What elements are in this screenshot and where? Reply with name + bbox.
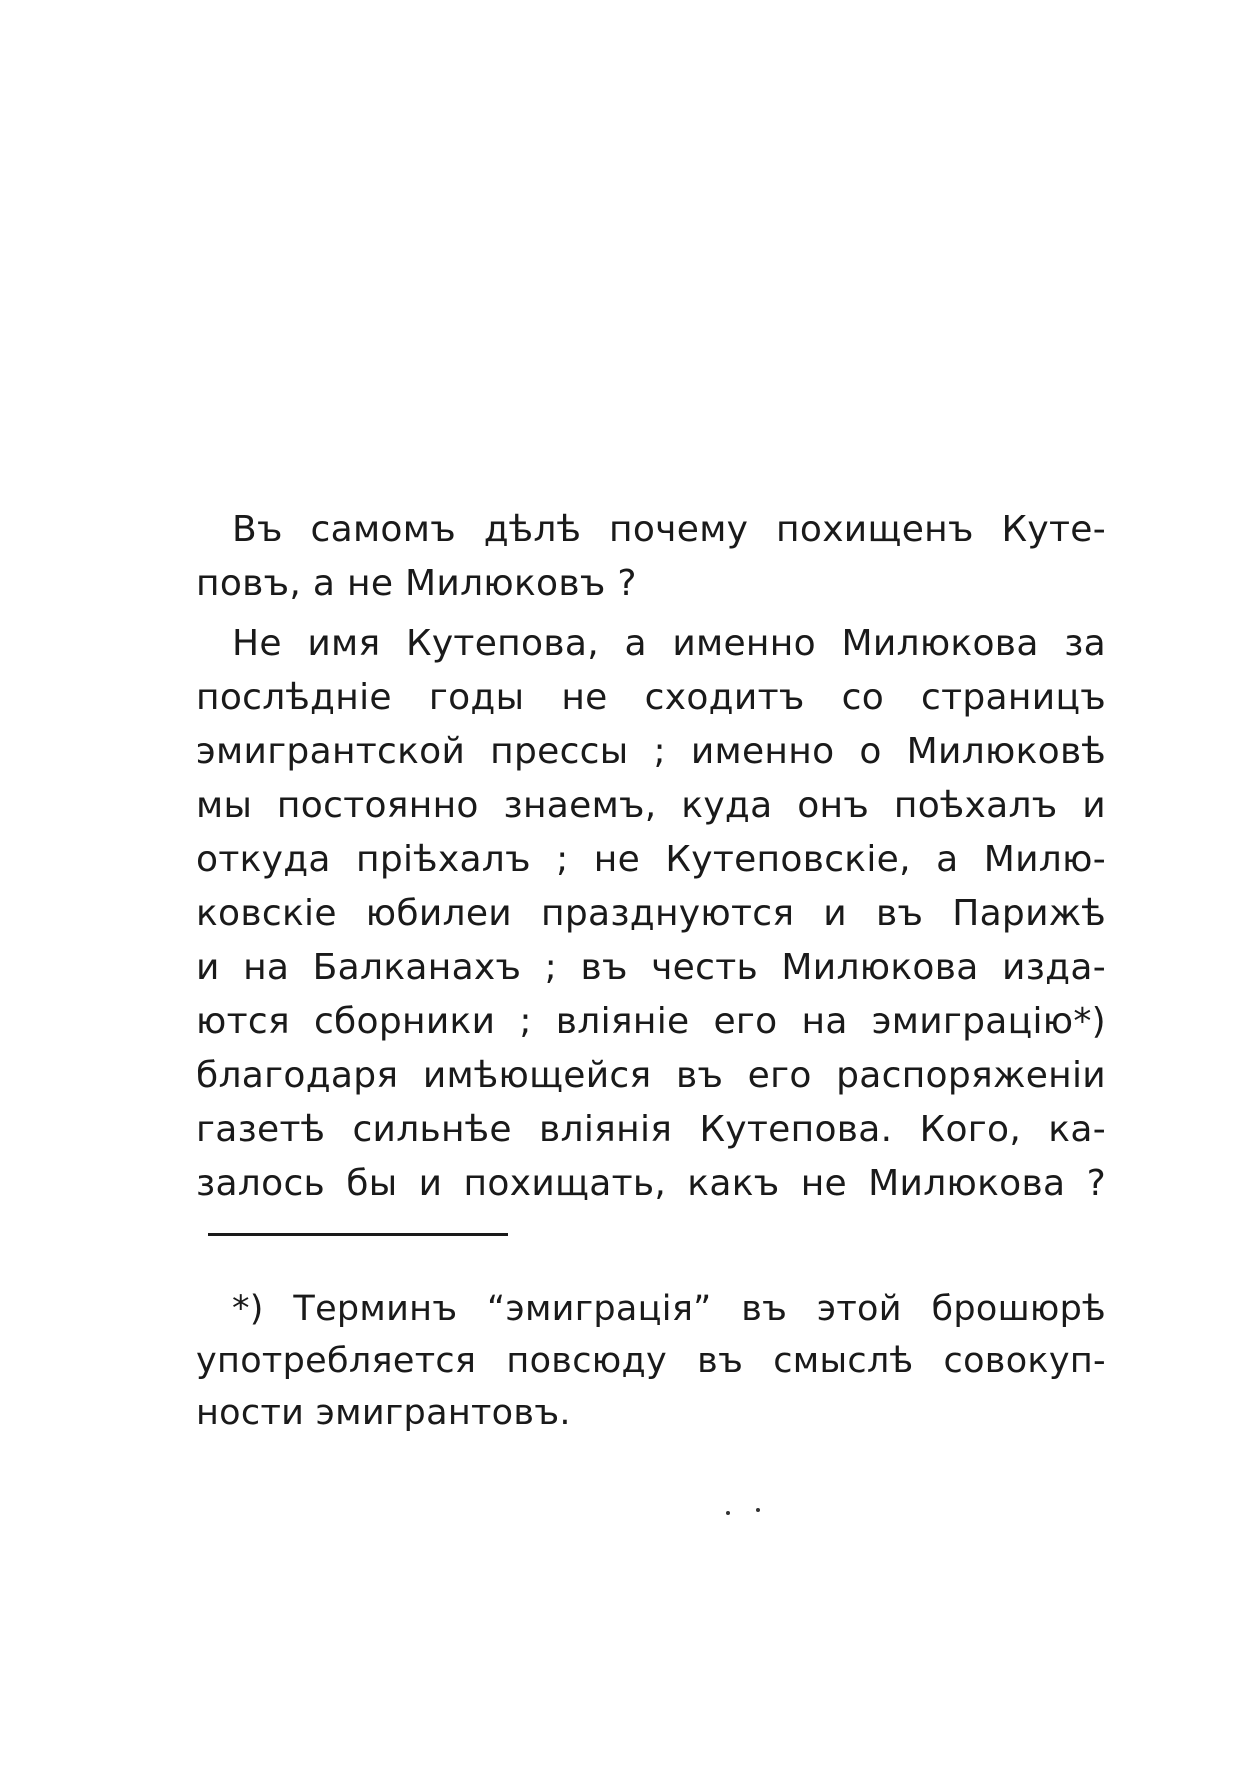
text-line: Не имя Кутепова, а именно Милюкова за bbox=[232, 623, 1106, 664]
footnote-line: употребляется повсюду въ смыслѣ совокуп- bbox=[196, 1341, 1106, 1381]
text-line: Въ самомъ дѣлѣ почему похищенъ Куте- bbox=[232, 509, 1106, 550]
text-line: ются сборники ; вліяніе его на эмиграцію*) bbox=[196, 1001, 1106, 1042]
footnote-divider bbox=[208, 1233, 508, 1236]
speck bbox=[726, 1511, 730, 1515]
text-line: ковскіе юбилеи празднуются и въ Парижѣ bbox=[196, 893, 1106, 934]
text-line: откуда пріѣхалъ ; не Кутеповскіе, а Милю- bbox=[196, 839, 1106, 880]
text-line: повъ, а не Милюковъ ? bbox=[196, 563, 637, 604]
text-line: мы постоянно знаемъ, куда онъ поѣхалъ и bbox=[196, 785, 1106, 826]
speck bbox=[756, 1508, 760, 1512]
text-line: и на Балканахъ ; въ честь Милюкова изда- bbox=[196, 947, 1106, 988]
text-line: послѣдніе годы не сходитъ со страницъ bbox=[196, 677, 1106, 718]
text-line: залось бы и похищать, какъ не Милюкова ? bbox=[196, 1163, 1106, 1204]
paragraph-2 bbox=[196, 617, 1106, 1211]
footnote-line: *) Терминъ “эмиграція” въ этой брошюрѣ bbox=[232, 1289, 1106, 1329]
paragraph-1 bbox=[196, 503, 1106, 611]
footnote-line: ности эмигрантовъ. bbox=[196, 1393, 571, 1433]
text-line: эмигрантской прессы ; именно о Милюковѣ bbox=[196, 731, 1106, 772]
text-line: газетѣ сильнѣе вліянія Кутепова. Кого, ка- bbox=[196, 1109, 1106, 1150]
main-text bbox=[196, 503, 1106, 1211]
text-line: благодаря имѣющейся въ его распоряженіи bbox=[196, 1055, 1106, 1096]
footnote bbox=[196, 1283, 1106, 1439]
print-specks bbox=[726, 1508, 766, 1518]
